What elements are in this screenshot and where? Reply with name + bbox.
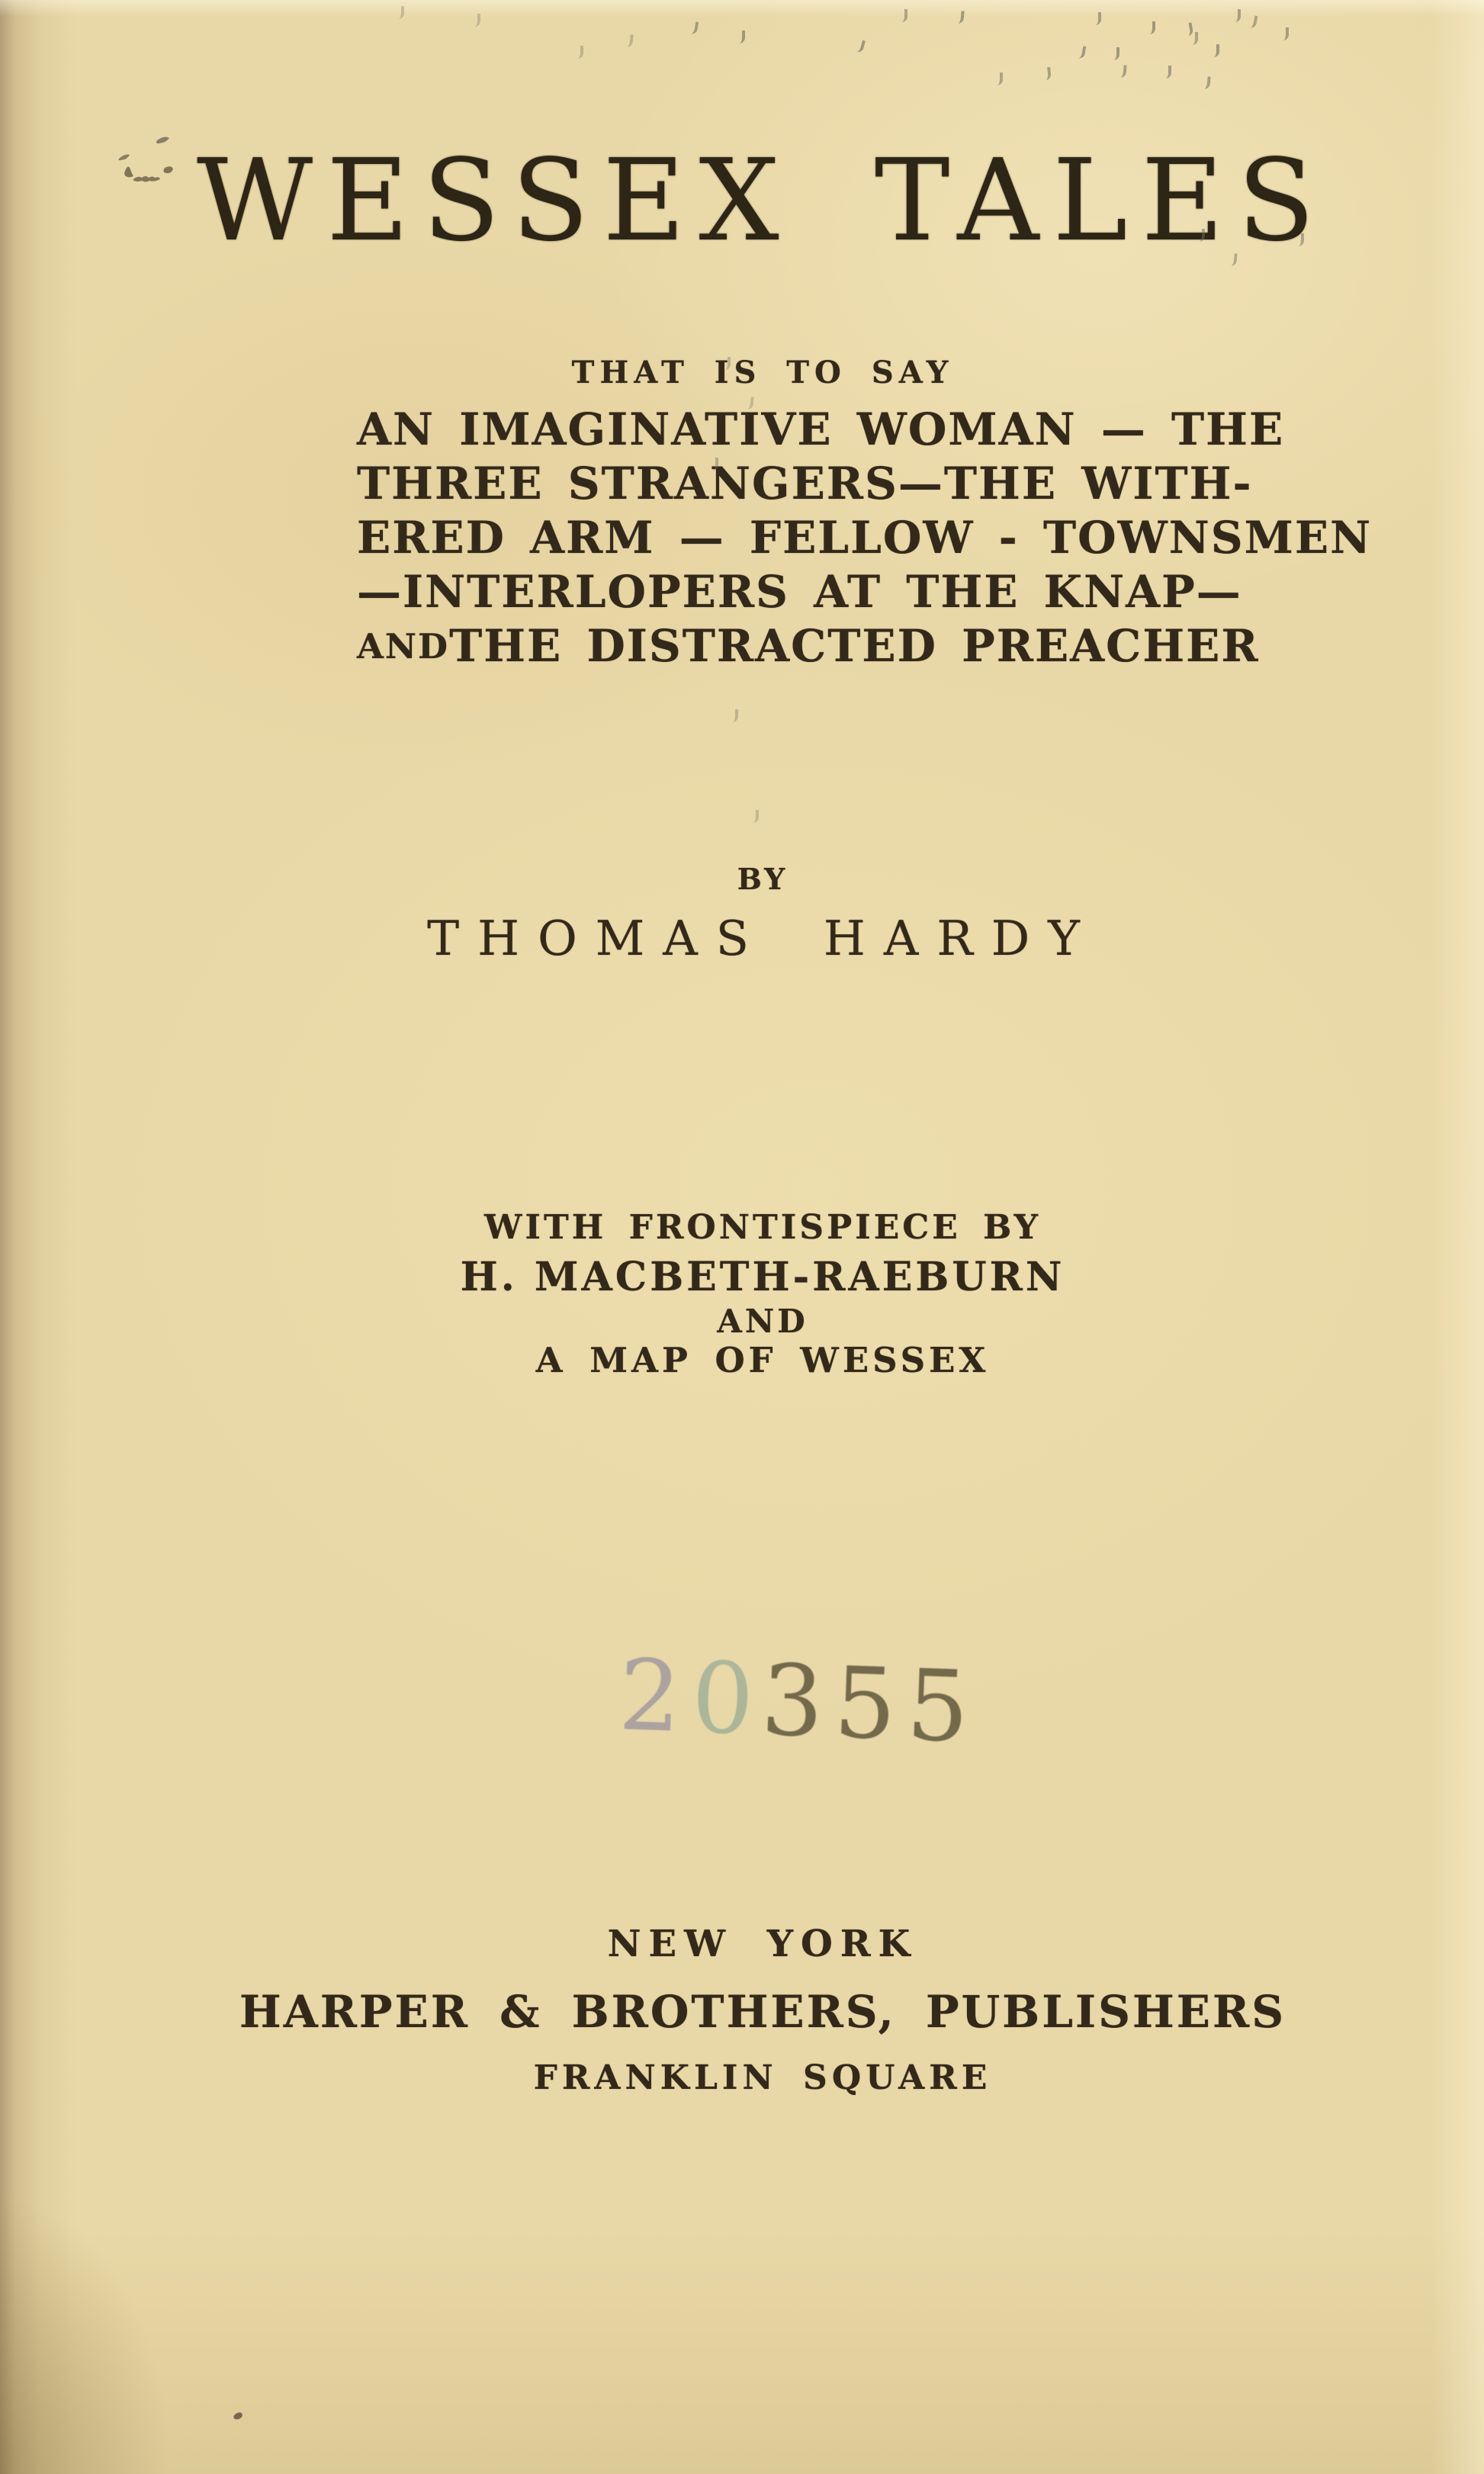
- subtitle-intro: THAT IS TO SAY: [571, 355, 954, 390]
- ink-speck: [1077, 45, 1087, 59]
- ink-speck: [1281, 27, 1289, 40]
- ink-blot: [233, 2411, 243, 2421]
- ink-speck: [731, 709, 738, 722]
- stamp-digit: 2: [616, 1638, 694, 1756]
- imprint-city: NEW YORK: [607, 1923, 918, 1965]
- ink-speck: [956, 11, 964, 24]
- ink-speck: [1248, 14, 1258, 28]
- ink-speck: [751, 810, 759, 823]
- frontispiece-line: WITH FRONTISPIECE BY: [484, 1208, 1041, 1247]
- ink-speck: [900, 9, 907, 22]
- subtitle-line: —INTERLOPERS AT THE KNAP—: [357, 566, 1242, 618]
- subtitle-line: [357, 619, 1260, 673]
- book-title: WESSEX TALES: [197, 135, 1328, 266]
- ink-speck: [689, 21, 699, 34]
- accession-stamp: [56, 1627, 1484, 1777]
- ink-speck: [625, 34, 633, 48]
- subtitle-block: [21, 403, 1484, 673]
- ink-speck: [1233, 9, 1241, 22]
- stamp-digit: 0: [689, 1641, 756, 1757]
- subtitle-and-word: AND: [357, 626, 450, 667]
- frontispiece-map: A MAP OF WESSEX: [535, 1340, 990, 1380]
- ink-speck: [576, 46, 583, 59]
- stamp-digits: 355: [759, 1643, 982, 1766]
- ink-speck: [1202, 76, 1210, 90]
- byline-label: BY: [737, 862, 789, 896]
- ink-speck: [1190, 32, 1198, 45]
- ink-speck: [1094, 12, 1101, 25]
- ink-speck: [1164, 66, 1171, 79]
- author-name: THOMAS HARDY: [427, 911, 1098, 966]
- ink-speck: [397, 6, 404, 19]
- subtitle-line: THREE STRANGERS—THE WITH-: [357, 458, 1253, 509]
- imprint-address: FRANKLIN SQUARE: [533, 2058, 992, 2097]
- subtitle-line: ERED ARM — FELLOW - TOWNSMEN: [357, 512, 1373, 564]
- subtitle-line: AN IMAGINATIVE WOMAN — THE: [357, 403, 1285, 455]
- ink-speck: [1212, 44, 1219, 57]
- ink-speck: [1148, 21, 1155, 34]
- frontispiece-and: AND: [717, 1303, 808, 1340]
- ink-speck: [1118, 65, 1126, 79]
- ink-speck: [995, 72, 1003, 85]
- subtitle-last-text: THE DISTRACTED PREACHER: [449, 620, 1260, 672]
- ink-speck: [737, 31, 745, 43]
- ink-speck: [855, 39, 866, 53]
- ink-speck: [1042, 67, 1051, 81]
- frontispiece-artist: H. MACBETH-RAEBURN: [460, 1254, 1065, 1300]
- ink-speck: [1112, 47, 1119, 60]
- imprint-publisher: HARPER & BROTHERS, PUBLISHERS: [239, 1986, 1286, 2038]
- ink-speck: [473, 14, 480, 27]
